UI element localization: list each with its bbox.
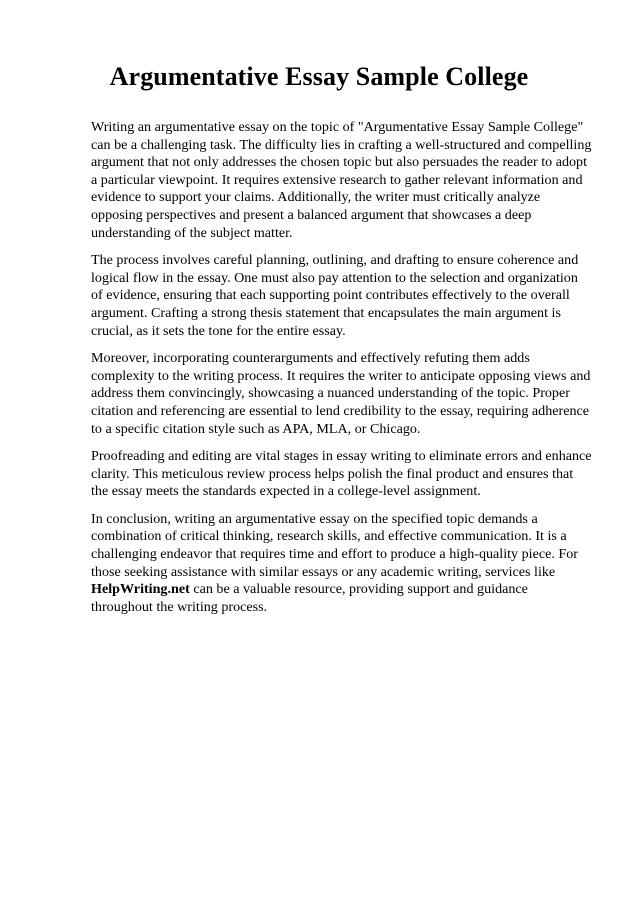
helpwriting-brand-link[interactable]: HelpWriting.net (91, 581, 190, 598)
paragraph-process: The process involves careful planning, outlining, and drafting to ensure coherence and logical flow in the essay. One must also pay attention to the selection and organization of evidence, ensuring that each supporting point contributes effectively to the overall argument. Crafting a strong thesis statement that encapsulates the main argument is crucial, as it sets the tone for the entire essay. (91, 252, 579, 339)
paragraph-intro: Writing an argumentative essay on the topic of "Argumentative Essay Sample College" can be a challenging task. The difficulty lies in crafting a well-structured and compelling argument that not only addresses the chosen topic but also persuades the reader to adopt a particular viewpoint. It requires extensive research to gather relevant information and evidence to support your claims. Additionally, the writer must critically analyze opposing perspectives and present a balanced argument that showcases a deep understanding of the subject matter. (91, 119, 592, 241)
conclusion-text-before: In conclusion, writing an argumentative essay on the specified topic demands a combination of critical thinking, research skills, and effective communication. It is a challenging endeavor that requires time and effort to produce a high-quality piece. For those seeking assistance with similar essays or any academic writing, services like (91, 510, 578, 580)
paragraph-conclusion (91, 511, 592, 617)
conclusion-text-after: can be a valuable resource, providing support and guidance throughout the writing process. (91, 581, 528, 615)
paragraph-proofreading: Proofreading and editing are vital stages in essay writing to eliminate errors and enhance clarity. This meticulous review process helps polish the final product and ensures that the essay meets the standards expected in a college-level assignment. (91, 448, 592, 500)
document-title: Argumentative Essay Sample College (109, 62, 529, 91)
paragraph-counterarguments: Moreover, incorporating counterarguments and effectively refuting them adds complexity to the writing process. It requires the writer to anticipate opposing views and address them convincingly, showcasing a nuanced understanding of the topic. Proper citation and referencing are essential to lend credibility to the essay, requiring adherence to a specific citation style such as APA, MLA, or Chicago. (91, 350, 591, 437)
